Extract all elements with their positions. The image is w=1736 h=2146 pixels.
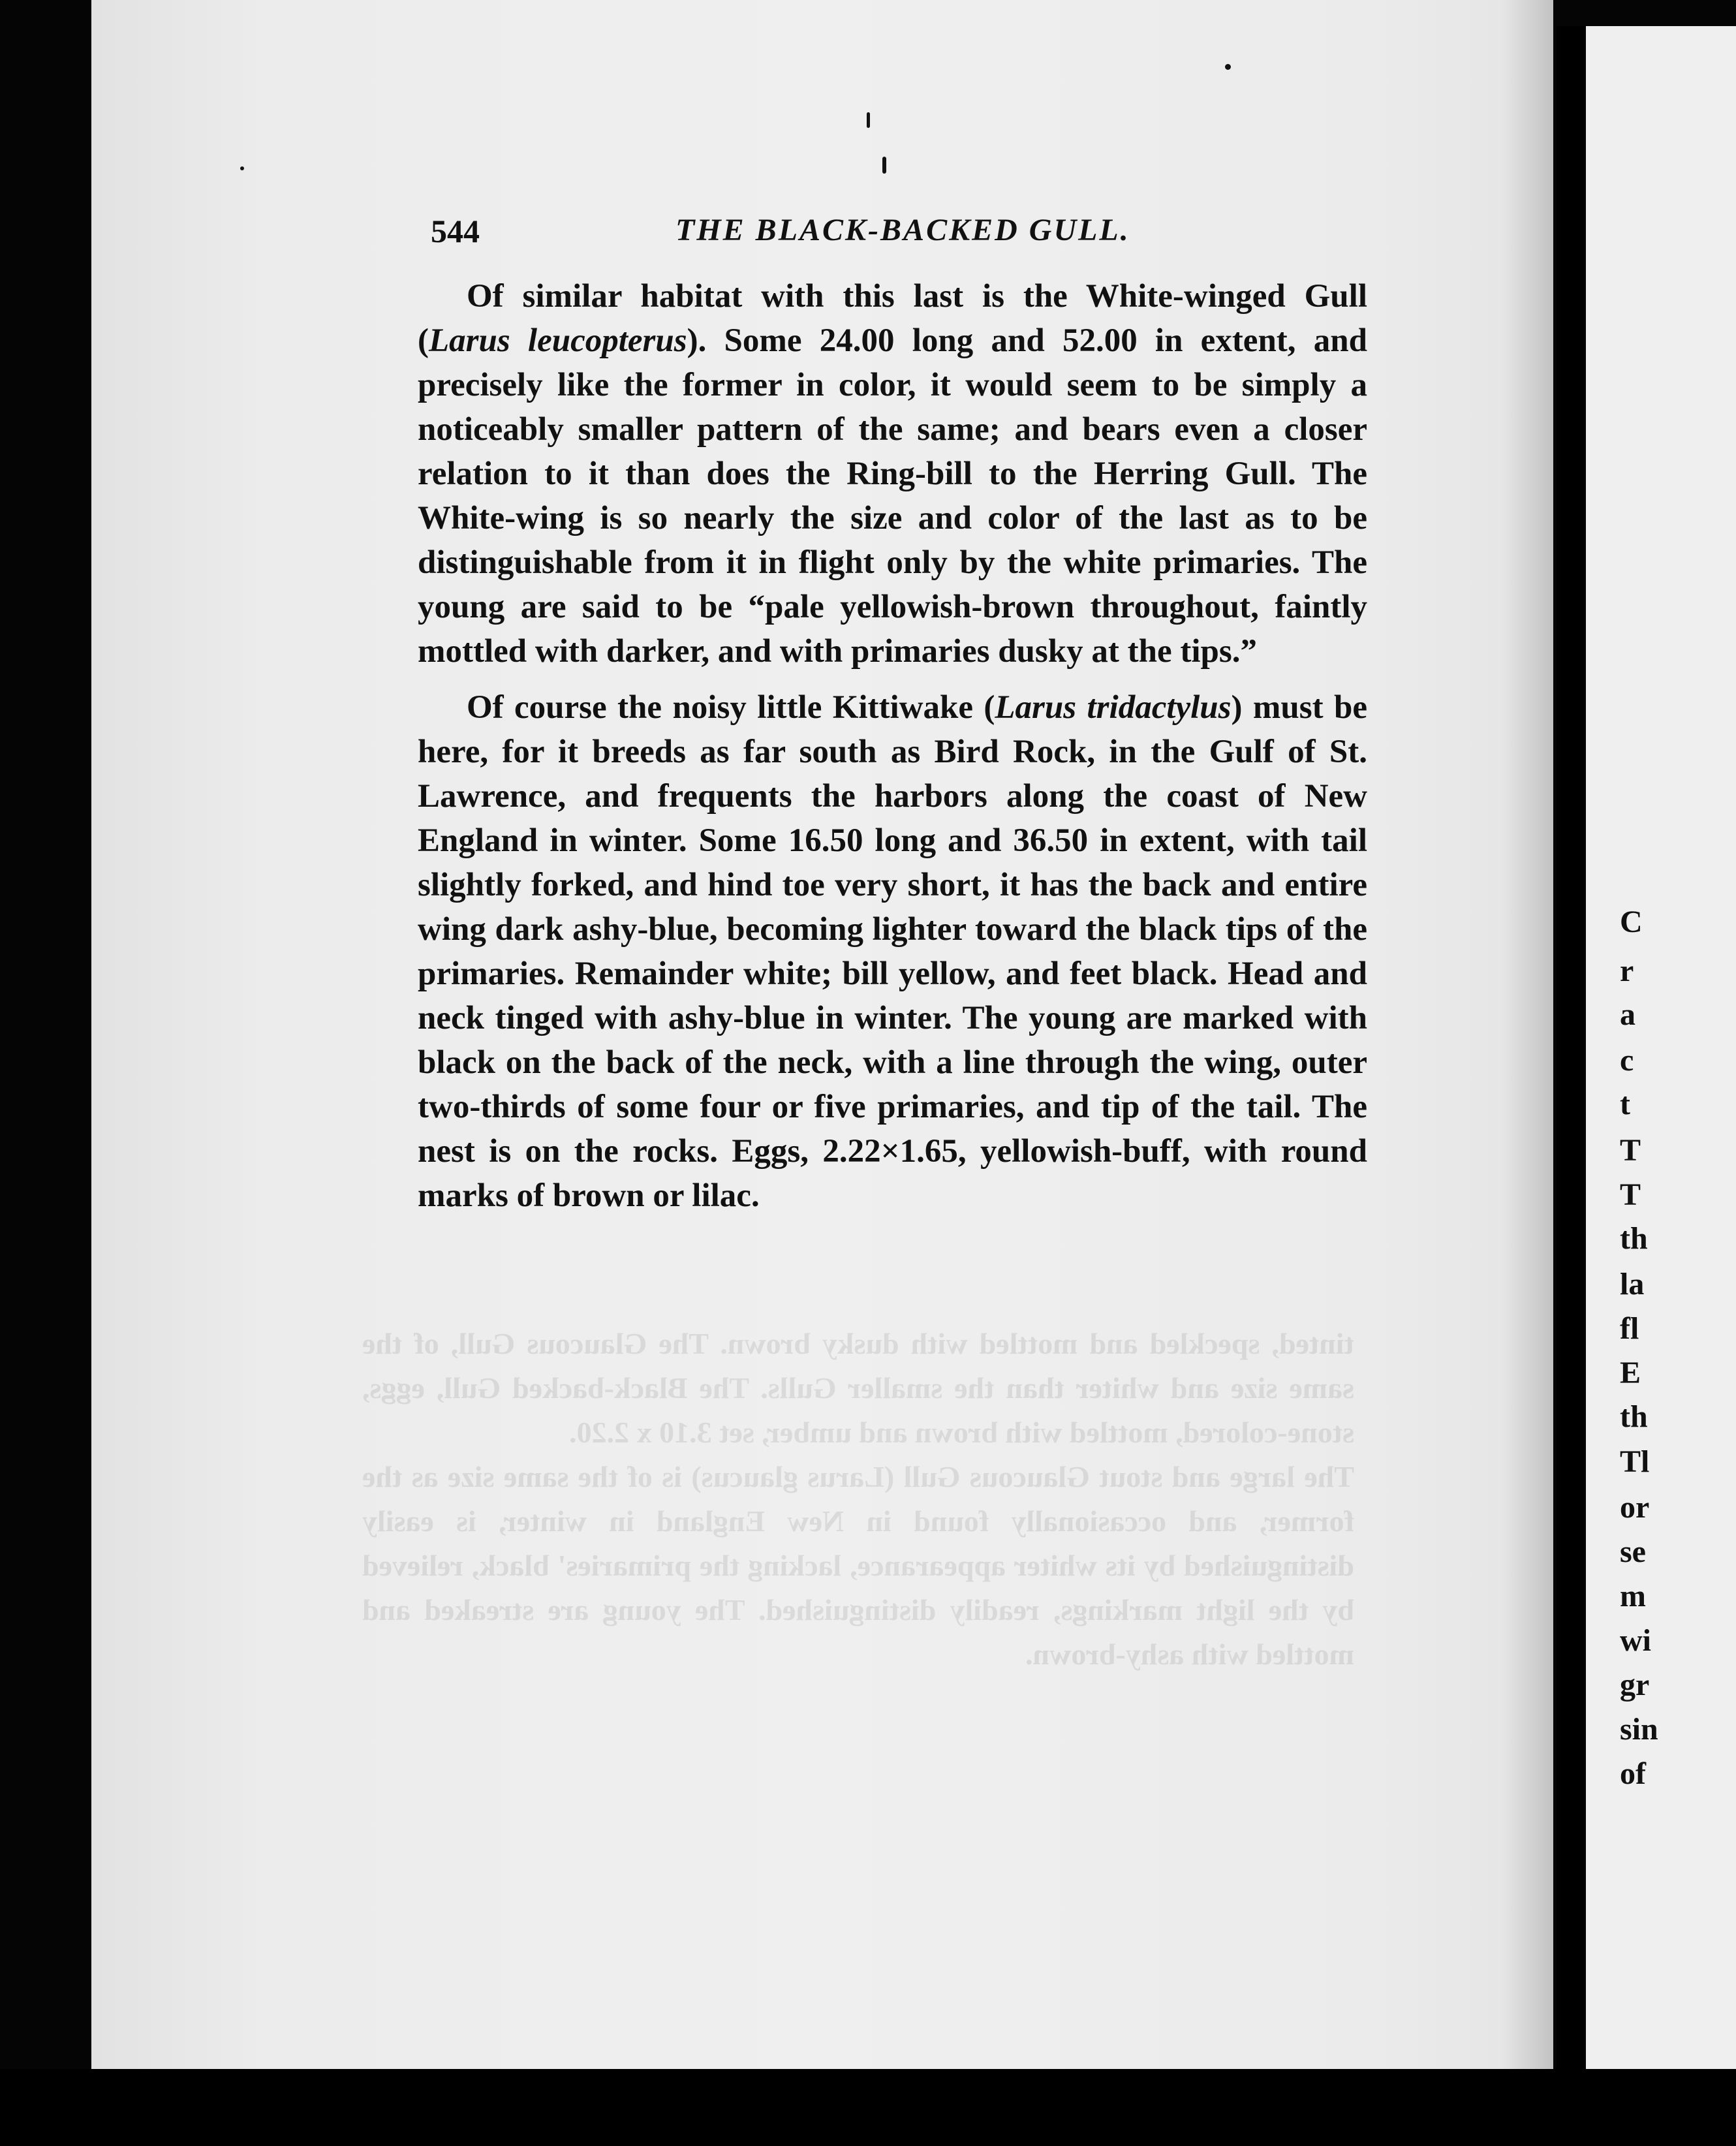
scan-border [0,2069,1736,2146]
facing-page-fragment: of [1620,1756,1646,1791]
running-header [431,212,1357,258]
facing-page-fragment: wi [1620,1623,1651,1658]
dust-speck [882,157,886,174]
facing-page-fragment: m [1620,1579,1646,1613]
bleed-through-paragraph: The large and stout Glaucous Gull (Larus glaucus) is of the same size as the former, and occasionally found in New England in winter, is easily distinguished by its whiter appearance, lacking the primaries' black, relieved by the light markings, readily distinguished. The young are streaked and mottled with ashy-brown. [362,1460,1354,1671]
facing-page-fragment: la [1620,1267,1645,1301]
facing-page-fragment: th [1620,1399,1648,1434]
bleed-through-paragraph: tinted, speckled and mottled with dusky brown. The Glaucous Gull, of the same size and whiter than the smaller Gulls. The Black-backed Gull, eggs, stone-colored, mottled with brown and umber, set 3.10 x 2.20. [362,1327,1354,1449]
paragraph-kittiwake: Of course the noisy little Kittiwake (Larus tridactylus) must be here, for it breeds as far south as Bird Rock, in the Gulf of St. Lawrence, and frequents the harbors along the coast of New England in winter. Some 16.50 long and 36.50 in extent, with tail slightly forked, and hind toe very short, it has the back and entire wing dark ashy-blue, becoming lighter toward the black tips of the primaries. Remainder white; bill yellow, and feet black. Head and neck tinged with ashy-blue in winter. The young are marked with black on the back of the neck, with a line through the wing, outer two-thirds of some four or five primaries, and tip of the tail. The nest is on the rocks. Eggs, 2.22×1.65, yellowish-buff, with round marks of brown or lilac. [418,689,1367,1214]
facing-page-fragment: se [1620,1534,1646,1569]
facing-page-fragment: T [1620,1177,1641,1212]
gutter-shadow [1501,0,1553,2069]
facing-page-fragment: or [1620,1490,1650,1525]
facing-page-fragment: fl [1620,1311,1639,1346]
page-number: 544 [431,213,480,249]
running-title: THE BLACK-BACKED GULL. [675,213,1130,247]
facing-page-fragment: sin [1620,1712,1658,1747]
facing-page-fragment: E [1620,1356,1641,1390]
facing-page-fragment: T [1620,1133,1641,1168]
dust-speck [1225,64,1231,70]
facing-page-fragment: C [1620,905,1643,939]
facing-page-fragment: gr [1620,1668,1650,1702]
species-name: Larus tridactylus [995,689,1232,726]
paragraph-white-winged-gull: Of similar habitat with this last is the White-winged Gull (Larus leucopterus). Some 24.00 long and 52.00 in extent, and precisely like the former in color, it would seem to be simply a noticeably smaller pattern of the same; and bears even a closer relation to it than does the Ring-bill to the Herring Gull. The White-wing is so nearly the size and color of the last as to be distinguishable from it in flight only by the white primaries. The young are said to be “pale yellowish-brown throughout, faintly mottled with darker, and with primaries dusky at the tips.” [418,278,1367,670]
bleed-through-text [362,1322,1354,1677]
dust-speck [240,166,244,170]
facing-page-fragment: c [1620,1043,1634,1078]
body-text [418,274,1367,1230]
species-name: Larus leucopterus [428,322,687,359]
facing-page-fragment: r [1620,954,1634,988]
facing-page-fragment: t [1620,1087,1630,1121]
book-binding [1557,26,1586,2069]
facing-page-fragment: Tl [1620,1444,1650,1479]
dust-speck [867,112,870,128]
facing-page-edge [1586,26,1736,2069]
facing-page-fragment: a [1620,997,1635,1032]
facing-page-fragment: th [1620,1221,1648,1256]
